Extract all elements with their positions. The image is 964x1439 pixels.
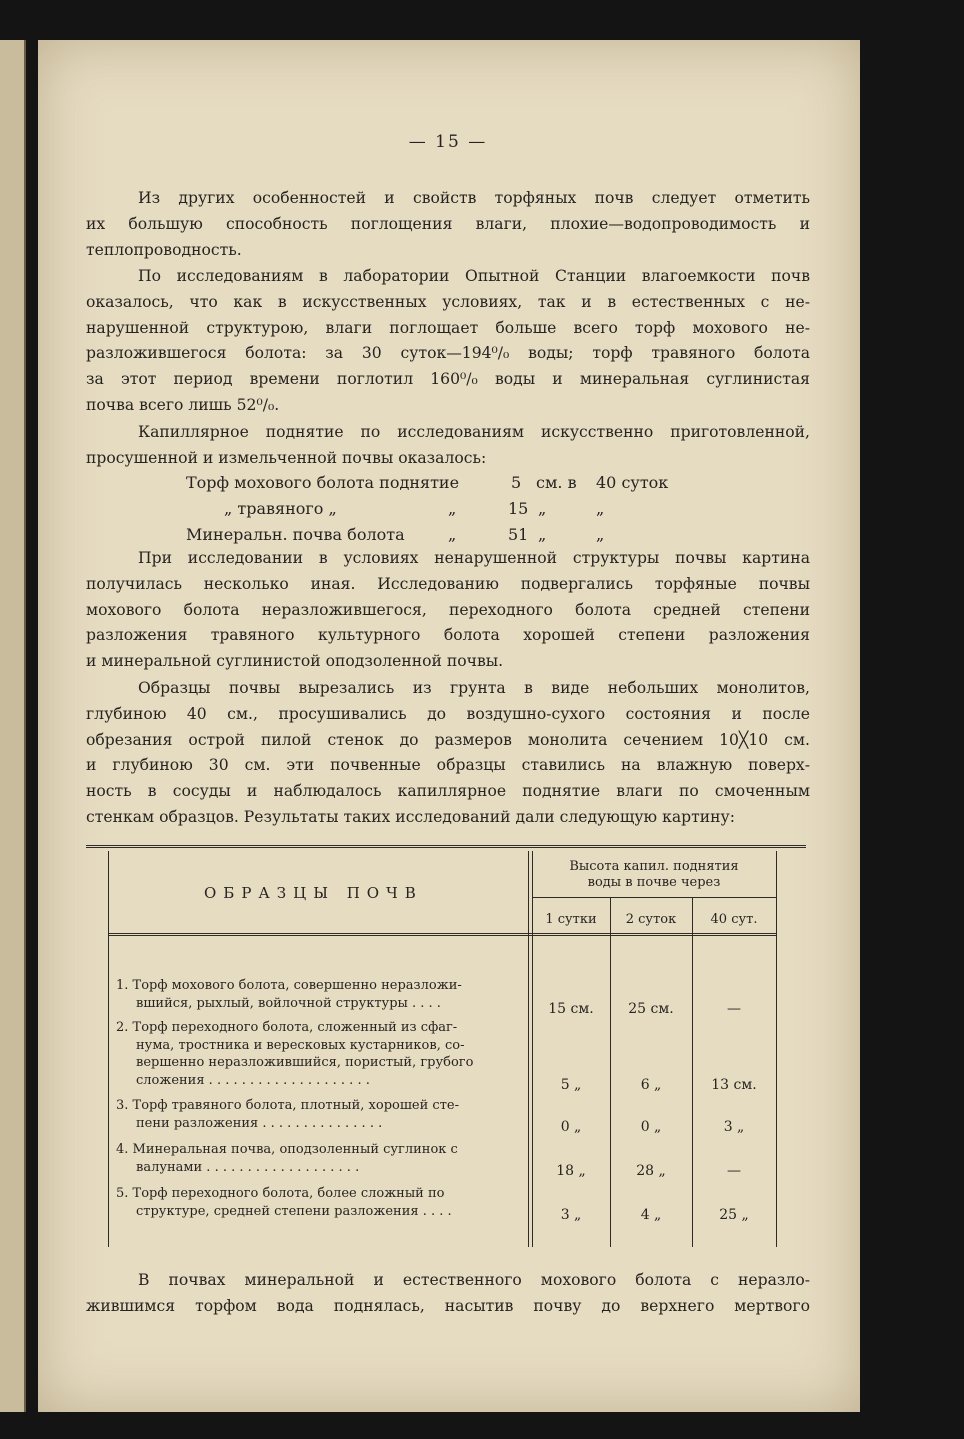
sample-name: „ травяного „: [224, 499, 337, 518]
sample-name: Минеральн. почва болота: [186, 525, 405, 544]
table-rule: [532, 897, 776, 898]
paragraph-3: [86, 420, 810, 472]
row-value: 6 „: [640, 1077, 662, 1093]
row-text: 2. Торф переходного болота, сложенный из сфаг-: [116, 1020, 458, 1035]
row-text: сложения . . . . . . . . . . . . . . . . . . . .: [136, 1072, 370, 1088]
sample-unit: см. в: [536, 473, 577, 492]
row-text: вшийся, рыхлый, войлочной структуры . . . .: [136, 995, 441, 1011]
text-line: Образцы почвы вырезались из грунта в виде небольших монолитов,: [138, 679, 810, 697]
text-line: жившимся торфом вода поднялась, насытив почву до верхнего мертвого: [86, 1296, 810, 1315]
header-samples: ОБРАЗЦЫ ПОЧВ: [204, 884, 423, 902]
text-line: и минеральной суглинистой оподзоленной почвы.: [86, 652, 504, 671]
table-row: [116, 1185, 516, 1220]
row-value: —: [727, 1163, 741, 1179]
table-divider: [610, 897, 611, 1247]
previous-page-edge: [0, 40, 26, 1412]
header-col-2: 2 суток: [625, 912, 677, 927]
row-text: вершенно неразложившийся, пористый, грубого: [136, 1055, 474, 1070]
sample-value: 15: [508, 499, 529, 518]
list-item: [186, 470, 706, 496]
row-value: 5 „: [560, 1077, 582, 1093]
paragraph-4: [86, 546, 810, 675]
table-row: [116, 1097, 516, 1132]
text-line: просушенной и измельченной почвы оказалось:: [86, 448, 487, 467]
text-line: В почвах минеральной и естественного мохового болота с неразло-: [138, 1271, 810, 1289]
text-line: При исследовании в условиях ненарушенной структуры почвы картина: [138, 549, 810, 567]
sample-unit: „: [538, 525, 547, 544]
row-value: 0 „: [560, 1119, 582, 1135]
text-line: стенкам образцов. Результаты таких исследований дали следующую картину:: [86, 807, 735, 826]
sample-value: 51: [508, 525, 529, 544]
text-line: мохового болота неразложившегося, переходного болота средней степени: [86, 600, 810, 619]
text-line: ность в сосуды и наблюдалось капиллярное поднятие влаги по смоченным: [86, 782, 810, 801]
page-number: — 15 —: [408, 132, 488, 152]
row-value: 0 „: [640, 1119, 662, 1135]
text-line: нарушенной структурою, влаги поглощает больше всего торф мохового не-: [86, 318, 810, 337]
table-row: [116, 1141, 516, 1176]
list-item: [186, 496, 706, 522]
sample-unit: „: [538, 499, 547, 518]
capillary-list: [186, 470, 706, 548]
row-text: 1. Торф мохового болота, совершенно неразложи-: [116, 978, 462, 993]
header-height: [532, 859, 776, 891]
row-value: 25 см.: [628, 1001, 674, 1017]
text-line: Капиллярное поднятие по исследованиям искусственно приготовленной,: [138, 423, 810, 441]
text-line: разложившегося болота: за 30 суток—194⁰/₀ воды; торф травяного болота: [86, 344, 810, 363]
header-height-line: воды в почве через: [587, 875, 721, 890]
row-value: 18 „: [556, 1163, 586, 1179]
row-text: структуре, средней степени разложения . . . .: [136, 1203, 452, 1219]
text-line: теплопроводность.: [86, 240, 242, 259]
row-text: валунами . . . . . . . . . . . . . . . . . . .: [136, 1159, 360, 1175]
row-value: 3 „: [723, 1119, 745, 1135]
row-text: 3. Торф травяного болота, плотный, хорошей сте-: [116, 1098, 459, 1113]
sample-period: 40 суток: [596, 473, 669, 492]
paragraph-5: [86, 676, 810, 831]
table-divider: [528, 851, 529, 1247]
text-line: По исследованиям в лаборатории Опытной Станции влагоемкости почв: [138, 267, 810, 285]
capillary-results-table: [86, 845, 806, 1255]
row-value: 28 „: [636, 1163, 666, 1179]
row-value: 4 „: [640, 1207, 662, 1223]
text-line: обрезания острой пилой стенок до размеров монолита сечением 10╳10 см.: [86, 730, 810, 749]
text-line: Из других особенностей и свойств торфяных почв следует отметить: [138, 189, 810, 207]
text-line: за этот период времени поглотил 160⁰/₀ воды и минеральная суглинистая: [86, 370, 810, 389]
table-header-rule: [108, 933, 776, 936]
paragraph-6: [86, 1268, 810, 1320]
header-col-3: 40 сут.: [710, 912, 758, 927]
text-line: оказалось, что как в искусственных условиях, так и в естественных с не-: [86, 292, 810, 311]
row-text: нума, тростника и вересковых кустарников, со-: [136, 1037, 465, 1053]
text-line: глубиною 40 см., просушивались до воздушно-сухого состояния и после: [86, 704, 810, 723]
sample-mark: „: [448, 499, 457, 518]
sample-name: Торф мохового болота поднятие: [186, 473, 460, 492]
header-height-line: Высота капил. поднятия: [569, 859, 739, 874]
row-value: 3 „: [560, 1207, 582, 1223]
row-value: —: [727, 1001, 741, 1017]
header-col-1: 1 сутки: [545, 912, 597, 927]
text-line: почва всего лишь 52⁰/₀.: [86, 395, 280, 414]
sample-period: „: [596, 525, 605, 544]
table-divider: [692, 897, 693, 1247]
sample-mark: „: [448, 525, 457, 544]
list-item: [186, 522, 706, 548]
row-value: 15 см.: [548, 1001, 594, 1017]
text-line: разложения травяного культурного болота хорошей степени разложения: [86, 626, 810, 645]
table-row: [116, 977, 516, 1012]
text-line: их большую способность поглощения влаги, плохие—водопроводимость и: [86, 214, 810, 233]
row-value: 25 „: [719, 1207, 749, 1223]
table-top-rule: [86, 845, 806, 848]
table-row: [116, 1019, 516, 1089]
row-value: 13 см.: [711, 1077, 757, 1093]
table-border: [108, 851, 109, 1247]
row-text: 4. Минеральная почва, оподзоленный суглинок с: [116, 1142, 458, 1157]
book-page: [38, 40, 860, 1412]
sample-period: „: [596, 499, 605, 518]
paragraph-2: [86, 264, 810, 419]
sample-value: 5: [511, 473, 522, 492]
table-border: [776, 851, 777, 1247]
row-text: пени разложения . . . . . . . . . . . . . . .: [136, 1115, 383, 1131]
row-text: 5. Торф переходного болота, более сложный по: [116, 1186, 445, 1201]
text-line: и глубиною 30 см. эти почвенные образцы ставились на влажную поверх-: [86, 756, 810, 775]
text-line: получилась несколько иная. Исследованию подвергались торфяные почвы: [86, 574, 810, 593]
paragraph-1: [86, 186, 810, 263]
